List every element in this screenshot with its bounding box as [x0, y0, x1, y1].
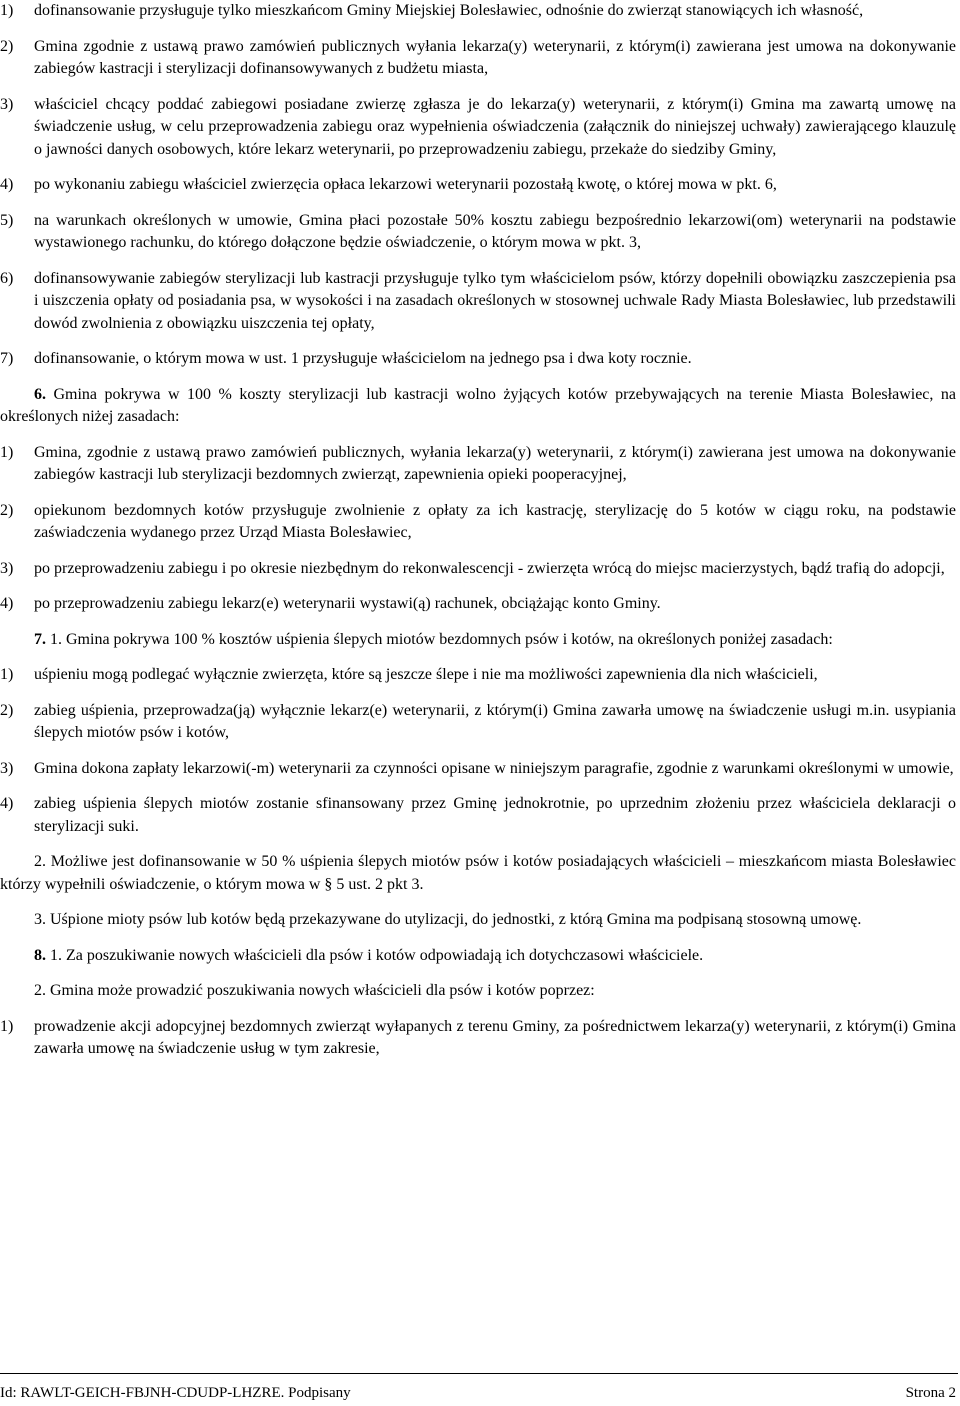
list-item: 1) dofinansowanie przysługuje tylko mieszkańcom Gminy Miejskiej Bolesławiec, odnośnie do zwierząt stanowiących ich własność, [0, 2, 864, 19]
list-item: 3) właściciel chcący poddać zabiegowi posiadane zwierzę zgłasza je do lekarza(y) weterynarii, z którym(i) Gmina ma zawartą umowę na świadczenie usług, w celu przeprowadzenia zabiegu oraz wypełnienia oświadczenia (załącznik do niniejszej uchwały) zawierającego klauzulę o jawności danych osobowych, które lekarz weterynarii, po przeprowadzeniu zabiegu, przekaże do siedziby Gminy, [0, 95, 956, 158]
list-item: 4) zabieg uśpienia ślepych miotów zostanie sfinansowany przez Gminę jednokrotnie, po uprzednim złożeniu przez właściciela deklaracji o sterylizacji suki. [0, 795, 956, 835]
list-section-5 [0, 0, 956, 371]
section-6-paragraph: 6. Gmina pokrywa w 100 % koszty sterylizacji lub kastracji wolno żyjących kotów przebywających na terenie Miasta Bolesławiec, na określonych niżej zasadach: [0, 385, 956, 425]
list-item: 3) po przeprowadzeniu zabiegu i po okresie niezbędnym do rekonwalescencji - zwierzęta wrócą do miejsc macierzystych, bądź trafią do adopcji, [0, 559, 945, 577]
list-section-6 [0, 442, 956, 616]
list-section-8 [0, 1016, 956, 1061]
document-id: Id: RAWLT-GEICH-FBJNH-CDUDP-LHZRE. Podpisany [0, 1385, 351, 1401]
list-item: 4) po wykonaniu zabiegu właściciel zwierzęcia opłaca lekarzowi weterynarii pozostałą kwotę, o której mowa w pkt. 6, [0, 176, 777, 193]
list-item: 1) prowadzenie akcji adopcyjnej bezdomnych zwierząt wyłapanych z terenu Gminy, za pośrednictwem lekarza(y) weterynarii, z którym(i) Gmina zawarła umowę na świadczenie usług w tym zakresie, [0, 1017, 956, 1057]
list-item: 2) zabieg uśpienia, przeprowadza(ją) wyłącznie lekarz(e) weterynarii, z którym(i) Gmina zawarła umowę na świadczenie usługi m.in. usypiania ślepych miotów psów i kotów, [0, 701, 956, 741]
list-item: 3) Gmina dokona zapłaty lekarzowi(-m) weterynarii za czynności opisane w niniejszym paragrafie, zgodnie z warunkami określonymi w umowie, [0, 759, 954, 777]
list-item: 5) na warunkach określonych w umowie, Gmina płaci pozostałe 50% kosztu zabiegu bezpośrednio lekarzowi(om) weterynarii na podstawie wystawionego rachunku, do którego dołączone będzie oświadczenie, o którym mowa w pkt. 3, [0, 211, 956, 251]
list-item: 6) dofinansowywanie zabiegów sterylizacji lub kastracji przysługuje tylko tym właścicielom psów, którzy dopełnili obowiązku zaszczepienia psa i uiszczenia opłaty od posiadania psa, w wysokości i na zasadach określonych w stosownej uchwale Rady Miasta Bolesławiec, lub przedstawili dowód zwolnienia z obowiązku uiszczenia tej opłaty, [0, 269, 956, 332]
list-item: 7) dofinansowanie, o którym mowa w ust. 1 przysługuje właścicielom na jednego psa i dwa koty rocznie. [0, 350, 692, 367]
list-item: 1) uśpieniu mogą podlegać wyłącznie zwierzęta, które są jeszcze ślepe i nie ma możliwości zapewnienia dla nich właścicieli, [0, 666, 818, 683]
list-section-7 [0, 664, 956, 838]
page-number: Strona 2 [905, 1385, 956, 1401]
list-item: 2) Gmina zgodnie z ustawą prawo zamówień publicznych wyłania lekarza(y) weterynarii, z którym(i) zawierana jest umowa na dokonywanie zabiegów kastracji i sterylizacji dofinansowywanych z budżetu miasta, [0, 37, 956, 77]
section-8-paragraph: 8. 1. Za poszukiwanie nowych właścicieli dla psów i kotów odpowiadają ich dotychczasowi właściciele. [34, 946, 704, 964]
section-number: 6. [34, 385, 46, 403]
section-number: 7. [34, 630, 46, 648]
section-7-paragraph: 7. 1. Gmina pokrywa 100 % kosztów uśpienia ślepych miotów bezdomnych psów i kotów, na określonych poniżej zasadach: [34, 630, 833, 648]
footer-divider [0, 1373, 958, 1374]
section-7-3-paragraph: 3. Uśpione mioty psów lub kotów będą przekazywane do utylizacji, do jednostki, z którą Gmina ma podpisaną stosowną umowę. [34, 911, 862, 928]
section-number: 8. [34, 946, 46, 964]
list-item: 4) po przeprowadzeniu zabiegu lekarz(e) weterynarii wystawi(ą) rachunek, obciążając konto Gminy. [0, 595, 661, 612]
list-item: 2) opiekunom bezdomnych kotów przysługuje zwolnienie z opłaty za ich kastrację, sterylizację do 5 kotów w ciągu roku, na podstawie zaświadczenia wydanego przez Urząd Miasta Bolesławiec, [0, 501, 956, 541]
list-item: 1) Gmina, zgodnie z ustawą prawo zamówień publicznych, wyłania lekarza(y) weterynarii, z którym(i) zawierana jest umowa na dokonywanie zabiegów kastracji lub sterylizacji bezdomnych zwierząt, zapewnienia opieki pooperacyjnej, [0, 443, 956, 483]
section-8-2-paragraph: 2. Gmina może prowadzić poszukiwania nowych właścicieli dla psów i kotów poprzez: [34, 982, 595, 999]
section-7-2-paragraph: 2. Możliwe jest dofinansowanie w 50 % uśpienia ślepych miotów psów i kotów posiadających właścicieli – mieszkańcom miasta Bolesławiec którzy wypełnili oświadczenie, o którym mowa w § 5 ust. 2 pkt 3. [0, 853, 956, 893]
